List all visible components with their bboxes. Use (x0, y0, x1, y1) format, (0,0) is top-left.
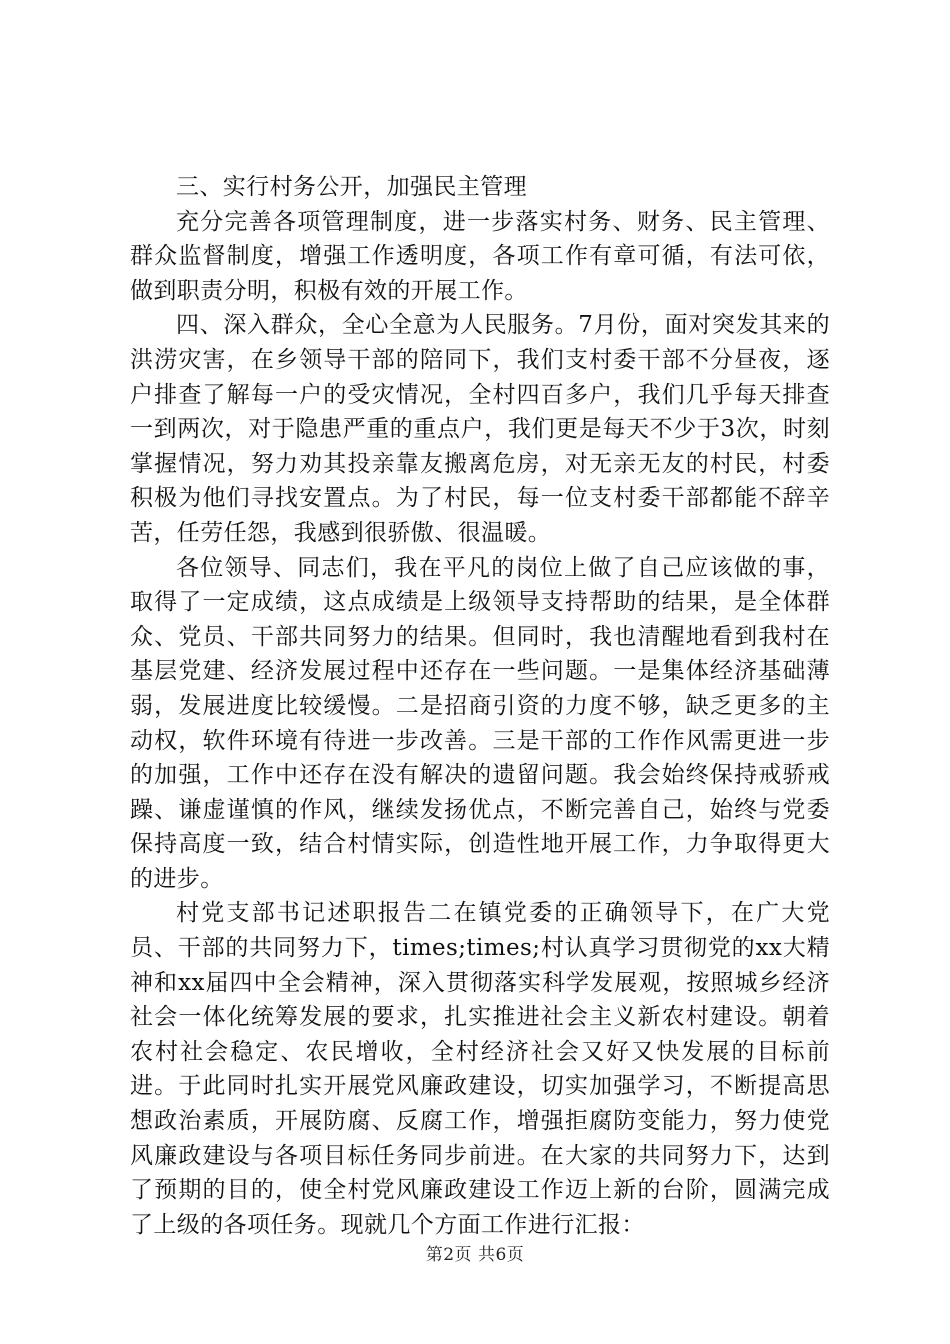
document-body (130, 170, 830, 1242)
paragraph-1: 充分完善各项管理制度，进一步落实村务、财务、民主管理、群众监督制度，增强工作透明度，各项工作有章可循，有法可依，做到职责分明，积极有效的开展工作。 (130, 208, 830, 304)
page-footer: 第2页 共6页 (425, 1245, 525, 1265)
paragraph-4: 村党支部书记述职报告二在镇党委的正确领导下，在广大党员、干部的共同努力下，times;times;村认真学习贯彻党的xx大精神和xx届四中全会精神，深入贯彻落实科学发展观，按照城乡经济社会一体化统筹发展的要求，扎实推进社会主义新农村建设。朝着农村社会稳定、农民增收，全村经济社会又好又快发展的目标前进。于此同时扎实开展党风廉政建设，切实加强学习，不断提高思想政治素质，开展防腐、反腐工作，增强拒腐防变能力，努力使党风廉政建设与各项目标任务同步前进。在大家的共同努力下，达到了预期的目的，使全村党风廉政建设工作迈上新的台阶，圆满完成了上级的各项任务。现就几个方面工作进行汇报： (130, 900, 830, 1238)
section-heading: 三、实行村务公开，加强民主管理 (176, 174, 527, 200)
paragraph-3: 各位领导、同志们，我在平凡的岗位上做了自己应该做的事，取得了一定成绩，这点成绩是上级领导支持帮助的结果，是全体群众、党员、干部共同努力的结果。但同时，我也清醒地看到我村在基层党建、经济发展过程中还存在一些问题。一是集体经济基础薄弱，发展进度比较缓慢。二是招商引资的力度不够，缺乏更多的主动权，软件环境有待进一步改善。三是干部的工作作风需更进一步的加强，工作中还存在没有解决的遗留问题。我会始终保持戒骄戒躁、谦虚谨慎的作风，继续发扬优点，不断完善自己，始终与党委保持高度一致，结合村情实际，创造性地开展工作，力争取得更大的进步。 (130, 554, 830, 892)
paragraph-2: 四、深入群众，全心全意为人民服务。7月份，面对突发其来的洪涝灾害，在乡领导干部的陪同下，我们支村委干部不分昼夜，逐户排查了解每一户的受灾情况，全村四百多户，我们几乎每天排查一到两次，对于隐患严重的重点户，我们更是每天不少于3次，时刻掌握情况，努力劝其投亲靠友搬离危房，对无亲无友的村民，村委积极为他们寻找安置点。为了村民，每一位支村委干部都能不辞辛苦，任劳任怨，我感到很骄傲、很温暖。 (130, 312, 830, 546)
